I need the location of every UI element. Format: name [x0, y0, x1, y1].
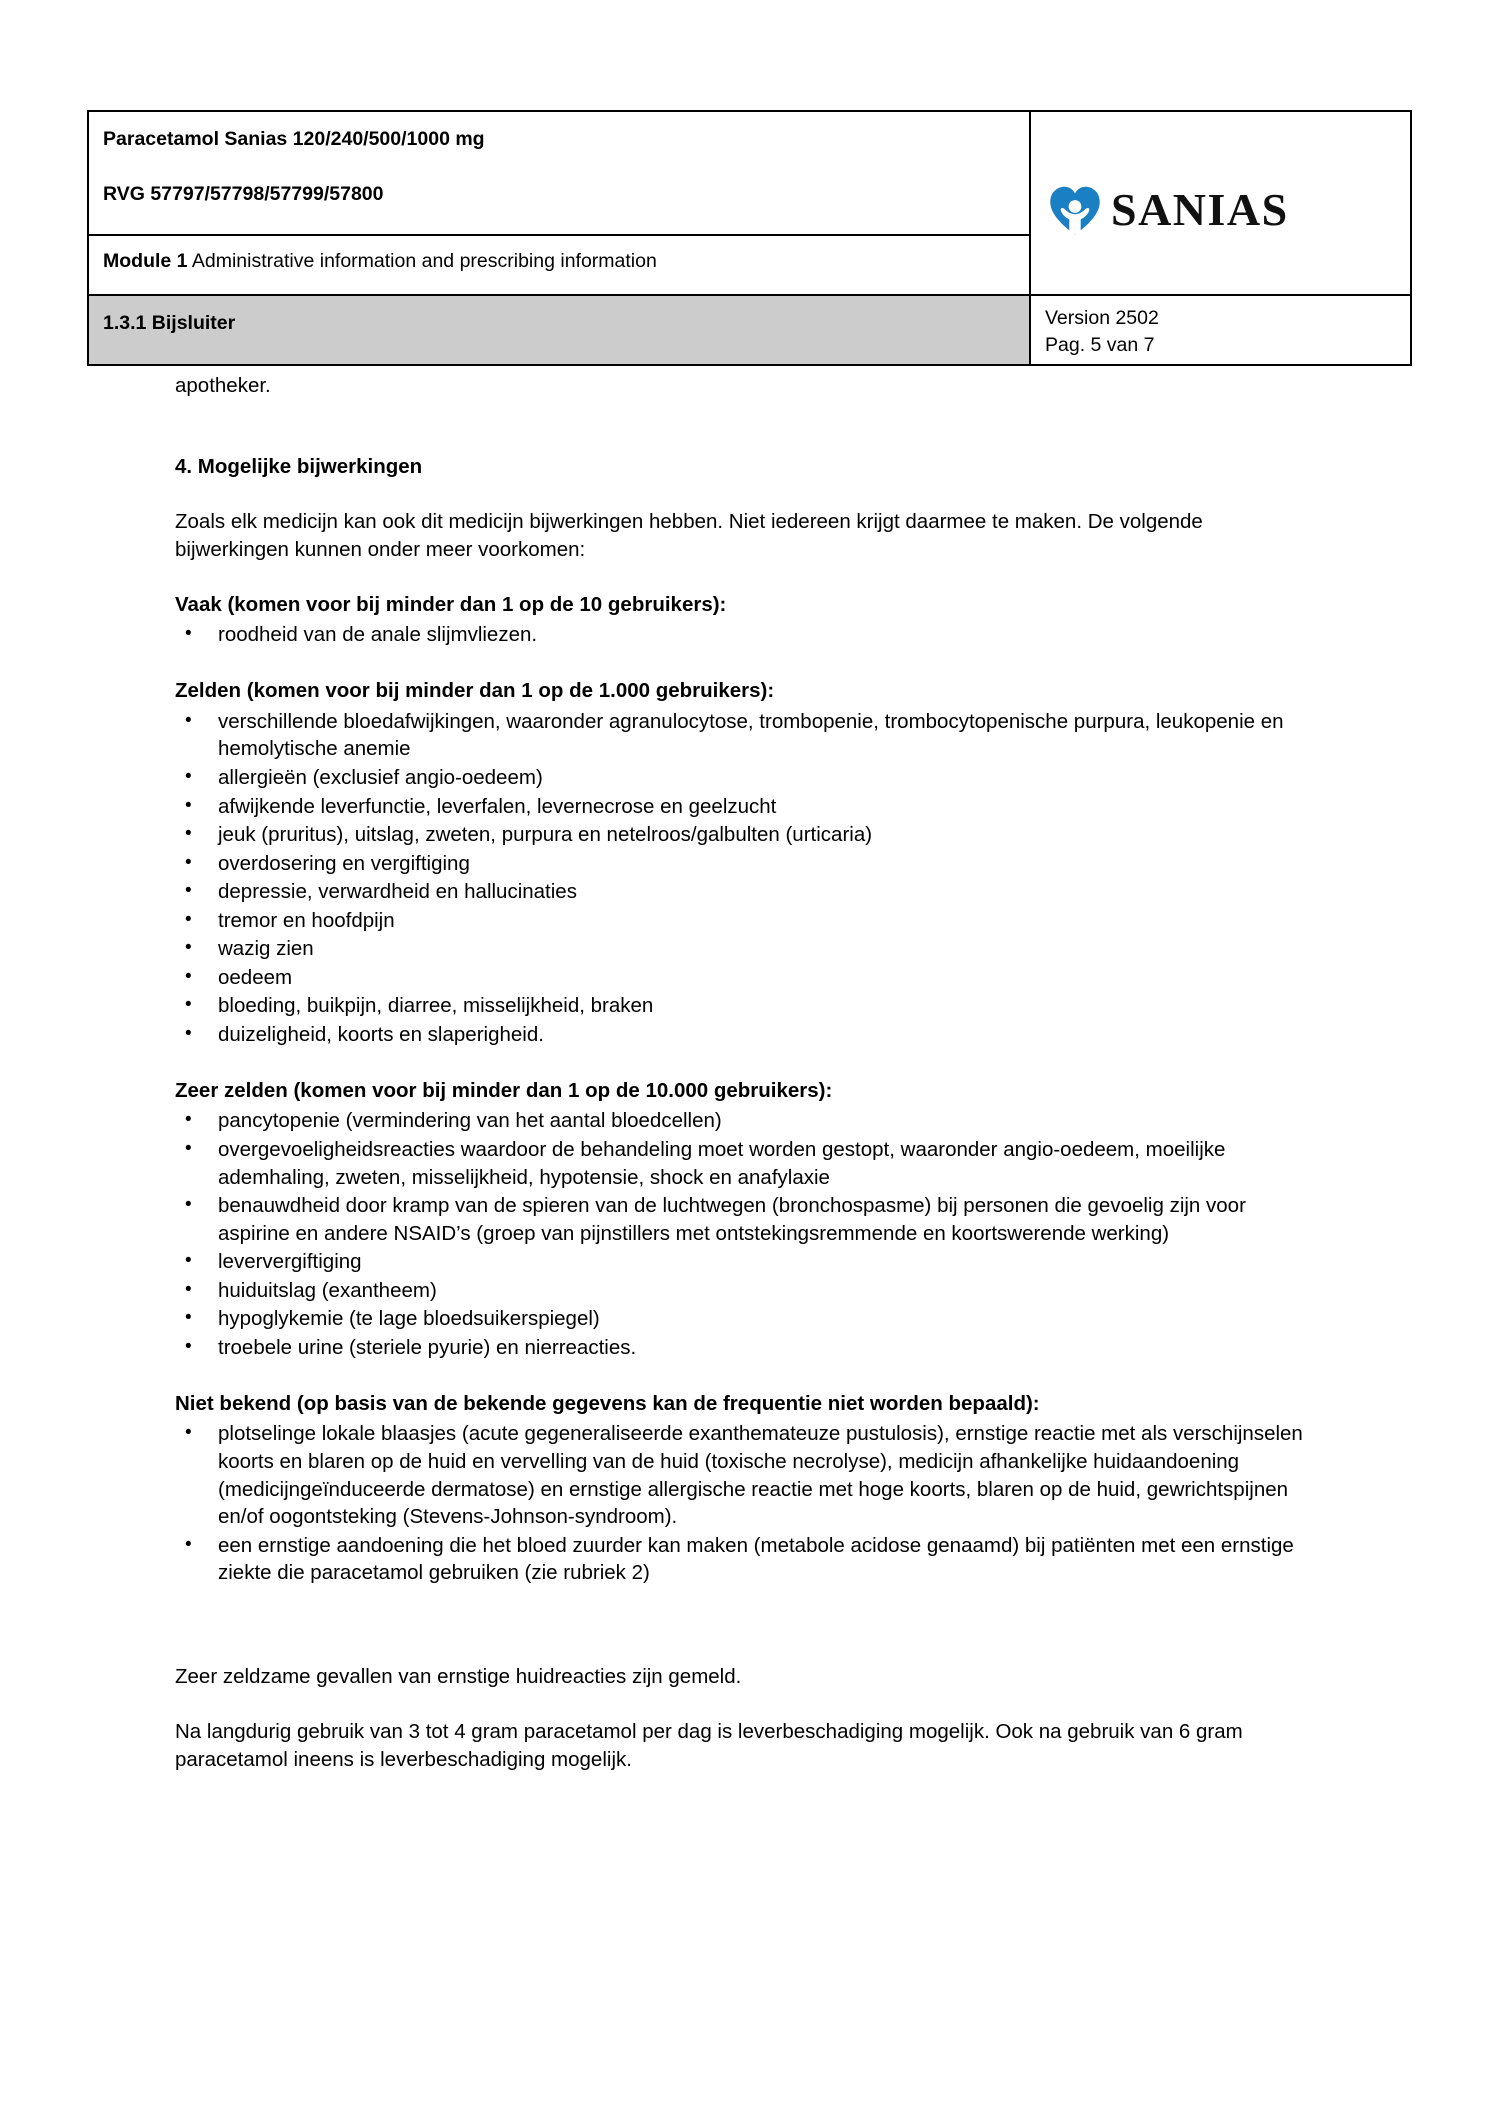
list-item: • jeuk (pruritus), uitslag, zweten, purpura en netelroos/galbulten (urticaria) [175, 821, 1305, 849]
list-item: • roodheid van de anale slijmvliezen. [175, 621, 1305, 649]
frequency-heading-vaak: Vaak (komen voor bij minder dan 1 op de 10 gebruikers): [175, 592, 727, 616]
document-header-table [87, 110, 1412, 366]
closing-paragraph-2: Na langdurig gebruik van 3 tot 4 gram paracetamol per dag is leverbeschadiging mogelijk. Ook na gebruik van 6 gram paracetamol ineens is leverbeschadiging mogelijk. [175, 1719, 1243, 1771]
side-effects-list-niet-bekend [175, 1420, 1305, 1586]
section-label: 1.3.1 Bijsluiter [103, 312, 236, 334]
brand-name: SANIAS [1111, 184, 1289, 235]
header-cell-version [1030, 295, 1411, 365]
module-description: Administrative information and prescribing information [187, 250, 657, 272]
intro-paragraph: Zoals elk medicijn kan ook dit medicijn bijwerkingen hebben. Niet iedereen krijgt daarmee te maken. De volgende bijwerkingen kunnen onder meer voorkomen: [175, 509, 1203, 561]
product-title: Paracetamol Sanias 120/240/500/1000 mg [103, 128, 485, 150]
module-label: Module 1 [103, 250, 188, 272]
section-heading-4: 4. Mogelijke bijwerkingen [175, 454, 423, 478]
list-item: • een ernstige aandoening die het bloed zuurder kan maken (metabole acidose genaamd) bij patiënten met een ernstige ziekte die paracetamol gebruiken (zie rubriek 2) [175, 1532, 1305, 1587]
list-item: • tremor en hoofdpijn [175, 907, 1305, 935]
list-item: • hypoglykemie (te lage bloedsuikerspiegel) [175, 1305, 1305, 1333]
list-item: • overgevoeligheidsreacties waardoor de behandeling moet worden gestopt, waaronder angio-oedeem, moeilijke ademhaling, zweten, misselijkheid, hypotensie, shock en anafylaxie [175, 1136, 1305, 1191]
list-item: • duizeligheid, koorts en slaperigheid. [175, 1021, 1305, 1049]
header-cell-logo [1030, 111, 1411, 295]
header-row-section [88, 295, 1411, 365]
header-cell-section [88, 295, 1030, 365]
frequency-heading-zeer-zelden: Zeer zelden (komen voor bij minder dan 1 op de 10.000 gebruikers): [175, 1078, 833, 1102]
list-item: • huiduitslag (exantheem) [175, 1277, 1305, 1305]
list-item: • troebele urine (steriele pyurie) en nierreacties. [175, 1334, 1305, 1362]
list-item: • oedeem [175, 964, 1305, 992]
side-effects-list-vaak [175, 621, 1305, 649]
closing-paragraph-1: Zeer zeldzame gevallen van ernstige huidreacties zijn gemeld. [175, 1664, 742, 1688]
list-item: • plotselinge lokale blaasjes (acute gegeneraliseerde exanthemateuze pustulosis), ernstige reactie met als verschijnselen koorts en blaren op de huid en vervelling van de huid (toxische necrolyse), medicijn afhankelijke huidaandoening (medicijngeïnduceerde dermatose) en ernstige allergische reactie met hoge koorts, blaren op de huid, gewrichtspijnen en/of oogontsteking (Stevens-Johnson-syndroom). [175, 1420, 1305, 1530]
list-item: • wazig zien [175, 935, 1305, 963]
continued-text: apotheker. [175, 374, 271, 397]
document-body [175, 372, 1305, 1773]
header-row-title [88, 111, 1411, 235]
page-info-text: Pag. 5 van 7 [1045, 333, 1155, 356]
list-item: • allergieën (exclusief angio-oedeem) [175, 764, 1305, 792]
frequency-heading-niet-bekend: Niet bekend (op basis van de bekende gegevens kan de frequentie niet worden bepaald): [175, 1391, 1040, 1415]
side-effects-list-zeer-zelden [175, 1107, 1305, 1361]
sanias-heart-person-logo-icon [1049, 186, 1101, 235]
version-text: Version 2502 [1045, 307, 1159, 329]
list-item: • leververgiftiging [175, 1248, 1305, 1276]
frequency-heading-zelden: Zelden (komen voor bij minder dan 1 op de 1.000 gebruikers): [175, 678, 775, 702]
list-item: • overdosering en vergiftiging [175, 850, 1305, 878]
header-cell-product [88, 111, 1030, 235]
header-cell-module [88, 235, 1030, 295]
list-item: • benauwdheid door kramp van de spieren van de luchtwegen (bronchospasme) bij personen die gevoelig zijn voor aspirine en andere NSAID’s (groep van pijnstillers met ontstekingsremmende en koortswerende werking) [175, 1192, 1305, 1247]
list-item: • pancytopenie (vermindering van het aantal bloedcellen) [175, 1107, 1305, 1135]
list-item: • afwijkende leverfunctie, leverfalen, levernecrose en geelzucht [175, 793, 1305, 821]
list-item: • verschillende bloedafwijkingen, waaronder agranulocytose, trombopenie, trombocytopenische purpura, leukopenie en hemolytische anemie [175, 708, 1305, 763]
list-item: • bloeding, buikpijn, diarree, misselijkheid, braken [175, 992, 1305, 1020]
side-effects-list-zelden [175, 708, 1305, 1049]
rvg-number: RVG 57797/57798/57799/57800 [103, 183, 384, 206]
list-item: • depressie, verwardheid en hallucinaties [175, 878, 1305, 906]
